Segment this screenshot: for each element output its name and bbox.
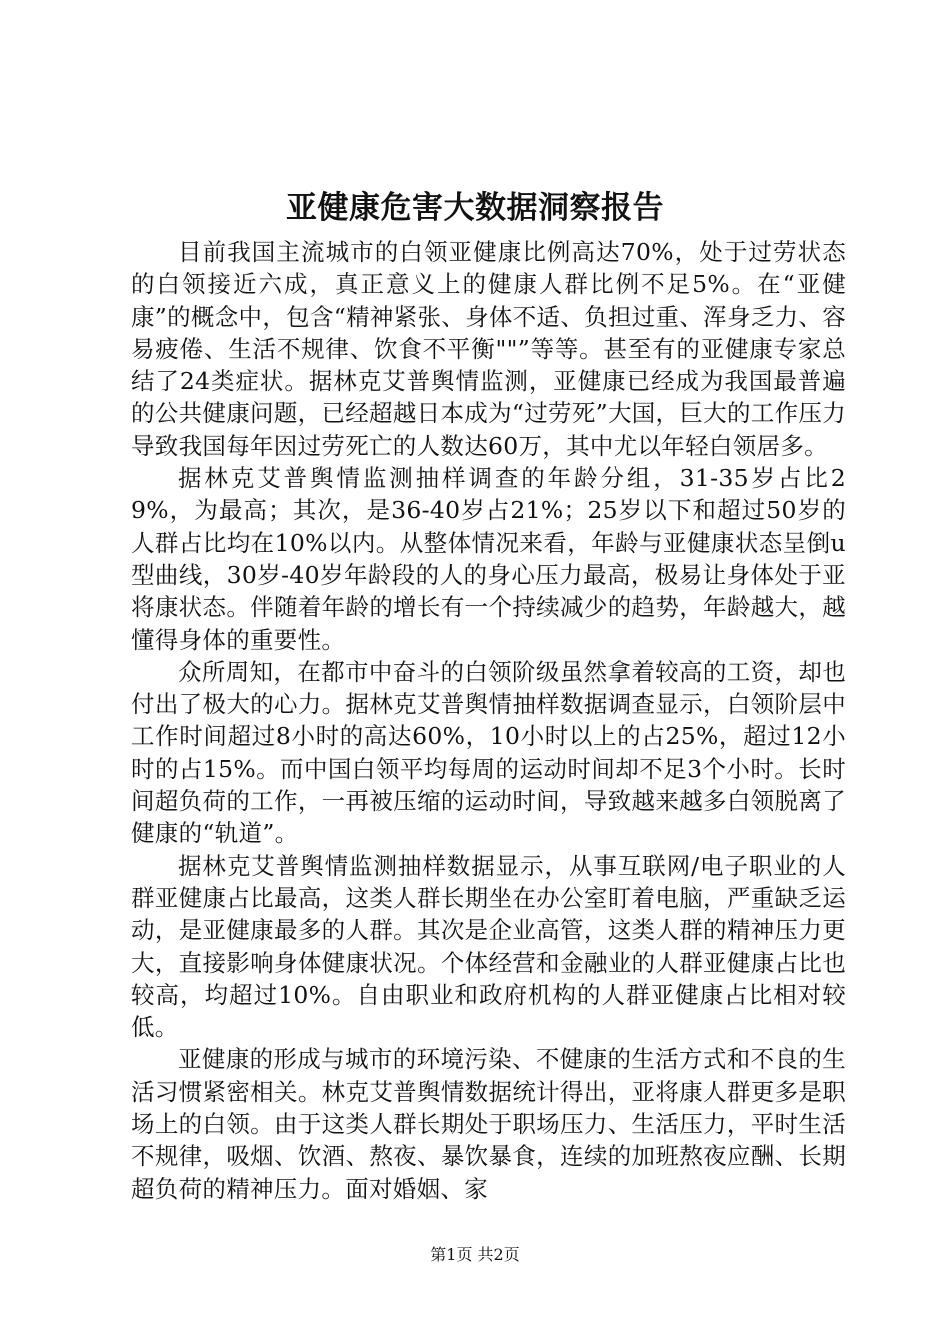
paragraph-1: 目前我国主流城市的白领亚健康比例高达70%，处于过劳状态的白领接近六成，真正意义上的健康人群比例不足5%。在“亚健康”的概念中，包含“精神紧张、身体不适、负担过重、浑身乏力、容易疲倦、生活不规律、饮食不平衡""”等等。甚至有的亚健康专家总结了24类症状。据林克艾普舆情监测，亚健康已经成为我国最普遍的公共健康问题，已经超越日本成为“过劳死”大国，巨大的工作压力导致我国每年因过劳死亡的人数达60万，其中尤以年轻白领居多。: [131, 238, 846, 460]
page-footer: 第1页 共2页: [430, 1245, 520, 1264]
document-title: 亚健康危害大数据洞察报告: [286, 190, 664, 226]
document-body: [131, 236, 846, 1205]
paragraph-2: 据林克艾普舆情监测抽样调查的年龄分组，31-35岁占比29%，为最高；其次，是36-40岁占21%；25岁以下和超过50岁的人群占比均在10%以内。从整体情况来看，年龄与亚健康状态呈倒u型曲线，30岁-40岁年龄段的人的身心压力最高，极易让身体处于亚将康状态。伴随着年龄的增长有一个持续减少的趋势，年龄越大，越懂得身体的重要性。: [131, 464, 846, 654]
paragraph-3: 众所周知，在都市中奋斗的白领阶级虽然拿着较高的工资，却也付出了极大的心力。据林克艾普舆情抽样数据调查显示，白领阶层中工作时间超过8小时的高达60%，10小时以上的占25%，超过12小时的占15%。而中国白领平均每周的运动时间却不足3个小时。长时间超负荷的工作，一再被压缩的运动时间，导致越来越多白领脱离了健康的“轨道”。: [131, 657, 846, 848]
paragraph-5: 亚健康的形成与城市的环境污染、不健康的生活方式和不良的生活习惯紧密相关。林克艾普舆情数据统计得出，亚将康人群更多是职场上的白领。由于这类人群长期处于职场压力、生活压力，平时生活不规律，吸烟、饮酒、熬夜、暴饮暴食，连续的加班熬夜应酬、长期超负荷的精神压力。面对婚姻、家: [131, 1045, 846, 1203]
paragraph-4: 据林克艾普舆情监测抽样数据显示，从事互联网/电子职业的人群亚健康占比最高，这类人群长期坐在办公室盯着电脑，严重缺乏运动，是亚健康最多的人群。其次是企业高管，这类人群的精神压力更大，直接影响身体健康状况。个体经营和金融业的人群亚健康占比也较高，均超过10%。自由职业和政府机构的人群亚健康占比相对较低。: [131, 851, 846, 1042]
